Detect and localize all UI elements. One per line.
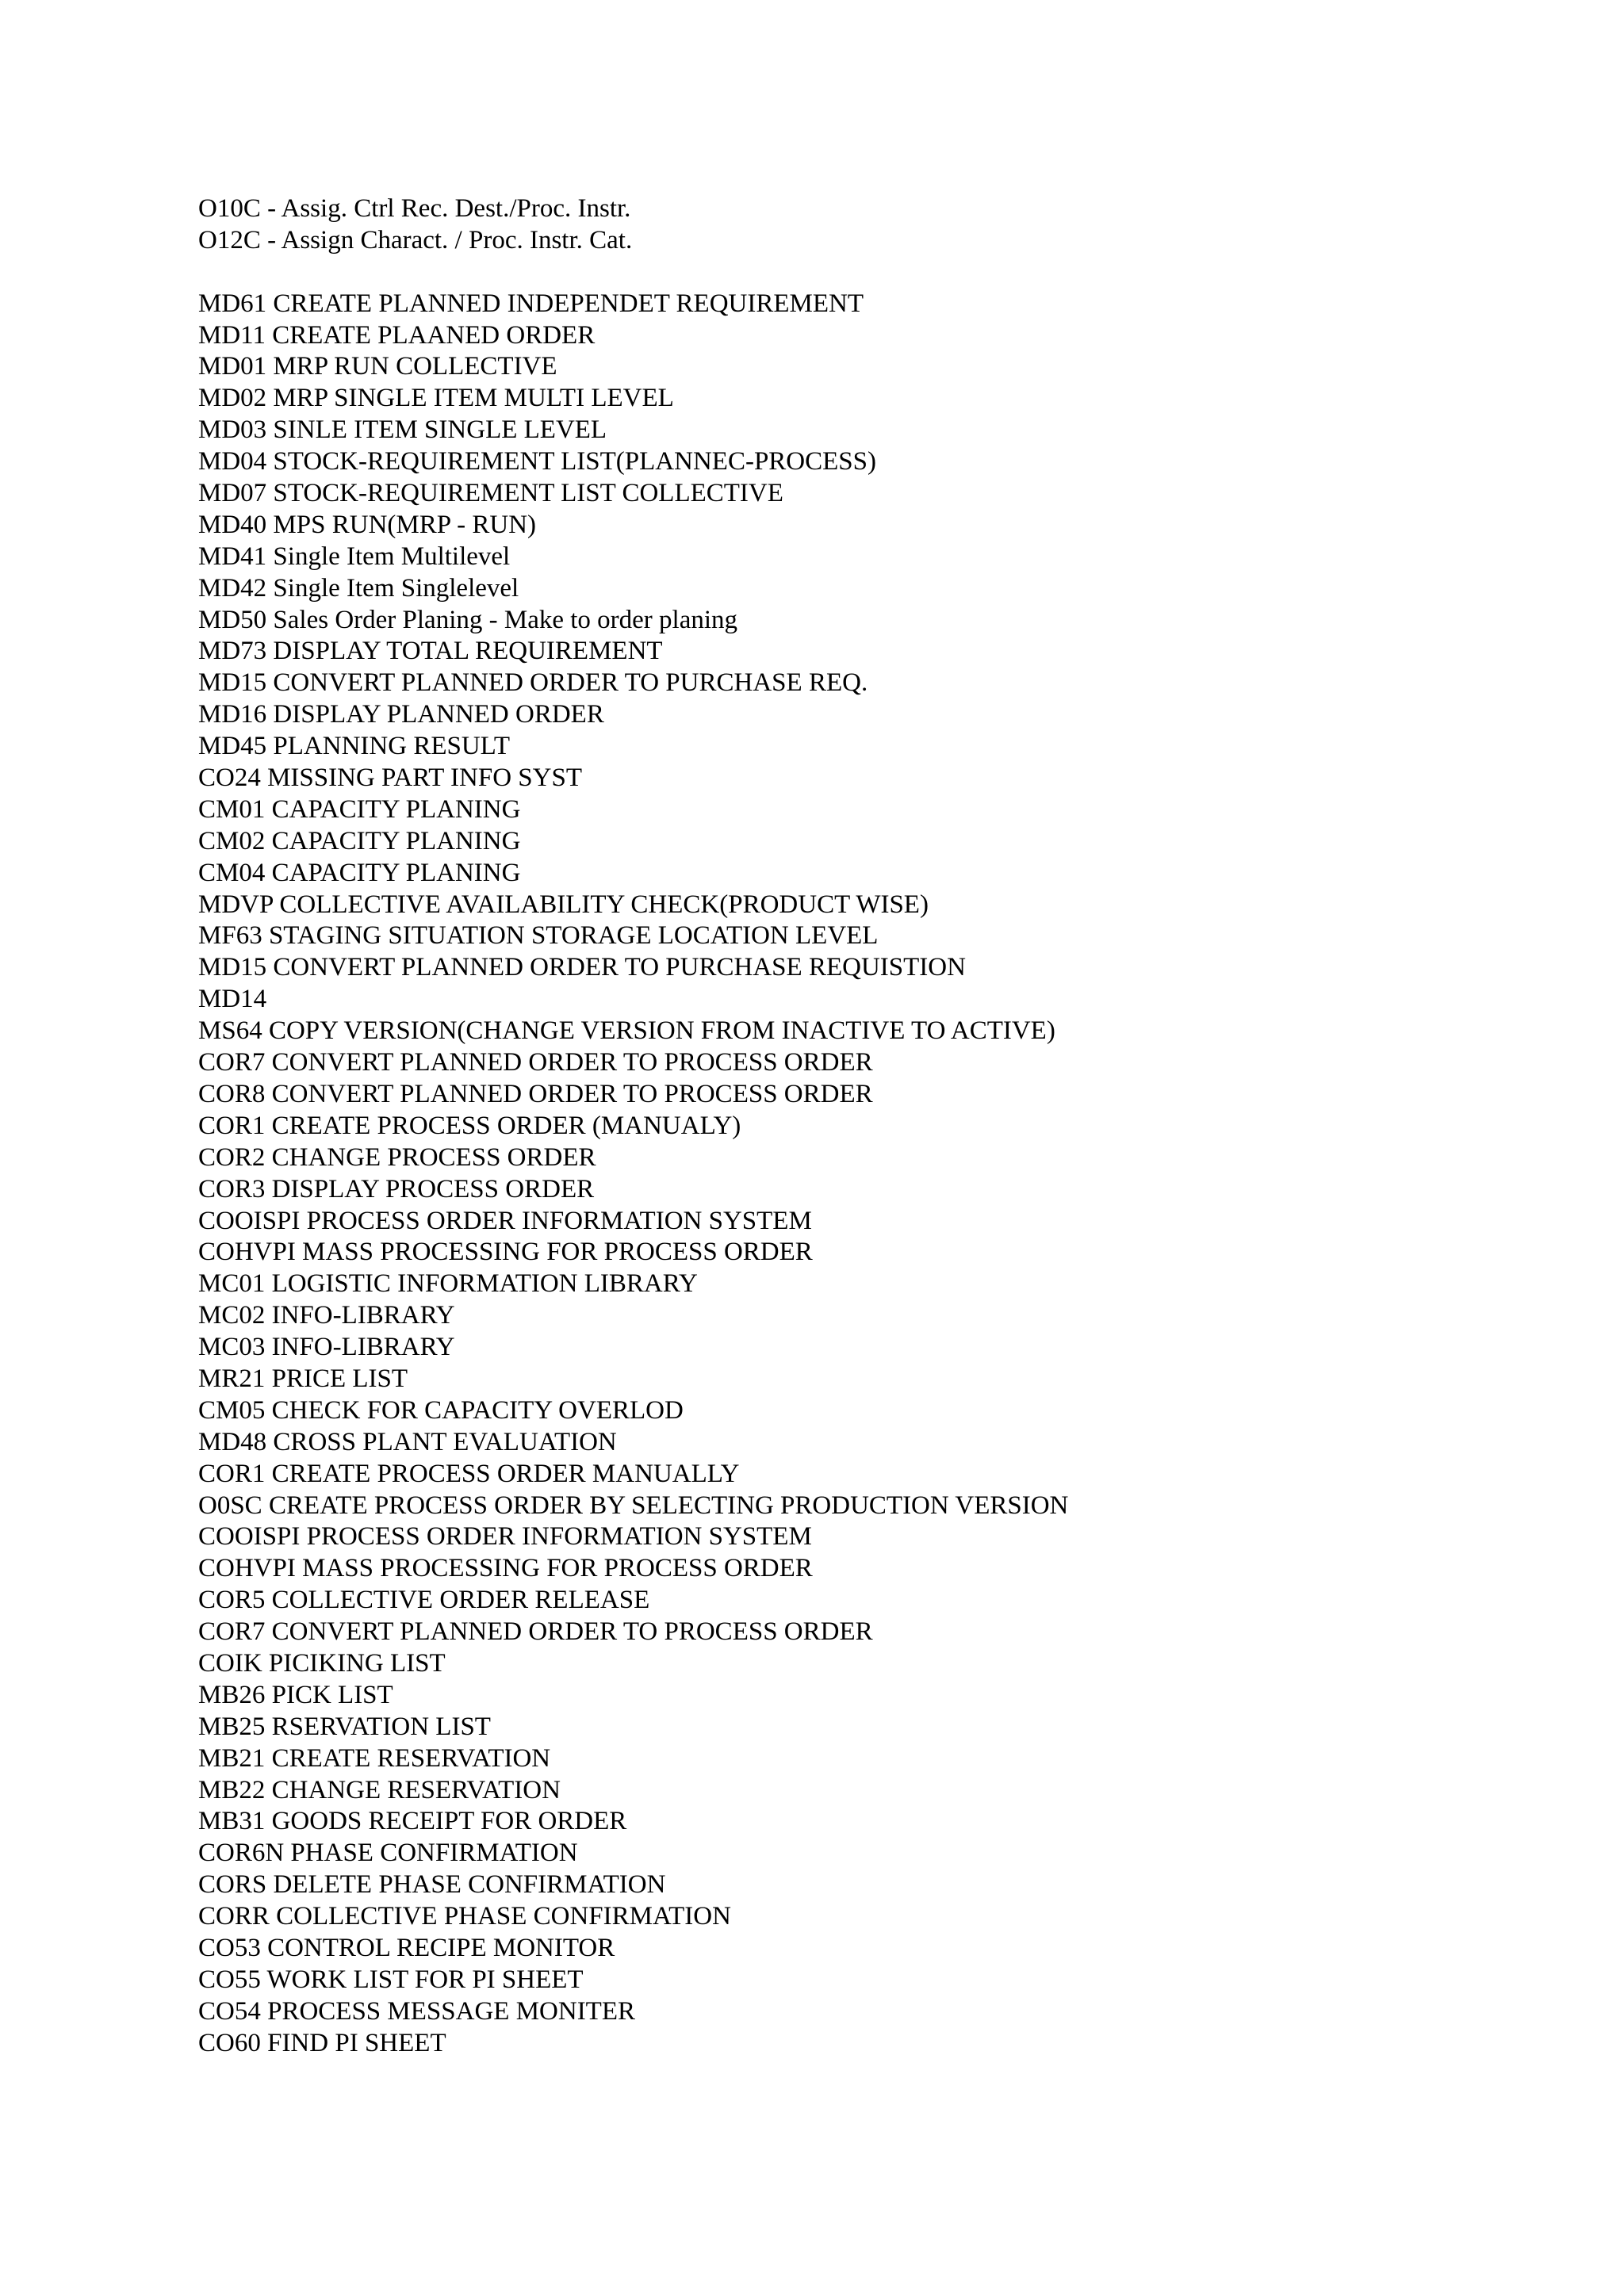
header-line: O12C - Assign Charact. / Proc. Instr. Cat.	[198, 225, 633, 254]
list-item: COR1 CREATE PROCESS ORDER MANUALLY	[198, 1459, 740, 1488]
list-item: MD01 MRP RUN COLLECTIVE	[198, 352, 557, 381]
list-item: MB31 GOODS RECEIPT FOR ORDER	[198, 1807, 627, 1836]
list-item: COR5 COLLECTIVE ORDER RELEASE	[198, 1586, 650, 1615]
list-item: MB22 CHANGE RESERVATION	[198, 1775, 561, 1804]
list-item: CM05 CHECK FOR CAPACITY OVERLOD	[198, 1395, 684, 1425]
list-item: MC02 INFO-LIBRARY	[198, 1301, 455, 1330]
list-item: CM02 CAPACITY PLANING	[198, 826, 521, 855]
document-body	[198, 193, 1546, 2060]
list-item: COR6N PHASE CONFIRMATION	[198, 1839, 578, 1868]
list-item: CO55 WORK LIST FOR PI SHEET	[198, 1965, 584, 1994]
list-item: MB25 RSERVATION LIST	[198, 1712, 491, 1741]
list-item: CM04 CAPACITY PLANING	[198, 858, 521, 887]
list-item: MD11 CREATE PLAANED ORDER	[198, 320, 596, 350]
list-item: CO60 FIND PI SHEET	[198, 2028, 446, 2057]
list-item: MDVP COLLECTIVE AVAILABILITY CHECK(PRODUCT WISE)	[198, 890, 929, 919]
list-item: MD73 DISPLAY TOTAL REQUIREMENT	[198, 637, 663, 666]
list-item: MD07 STOCK-REQUIREMENT LIST COLLECTIVE	[198, 479, 783, 508]
list-item: MD15 CONVERT PLANNED ORDER TO PURCHASE REQ.	[198, 668, 868, 698]
list-item: COR3 DISPLAY PROCESS ORDER	[198, 1174, 595, 1203]
header-line: O10C - Assig. Ctrl Rec. Dest./Proc. Instr.	[198, 194, 631, 223]
transaction-code-list	[198, 289, 1546, 2060]
list-item: MD61 CREATE PLANNED INDEPENDET REQUIREMENT	[198, 289, 864, 318]
list-item: MD48 CROSS PLANT EVALUATION	[198, 1427, 617, 1456]
list-item: COR1 CREATE PROCESS ORDER (MANUALY)	[198, 1111, 741, 1140]
list-item: COOISPI PROCESS ORDER INFORMATION SYSTEM	[198, 1206, 812, 1235]
list-item: MF63 STAGING SITUATION STORAGE LOCATION LEVEL	[198, 921, 879, 951]
list-item: MC03 INFO-LIBRARY	[198, 1333, 455, 1362]
list-item: COR7 CONVERT PLANNED ORDER TO PROCESS ORDER	[198, 1048, 873, 1077]
list-item: MB26 PICK LIST	[198, 1680, 393, 1709]
list-item: MD40 MPS RUN(MRP - RUN)	[198, 510, 537, 539]
list-item: MR21 PRICE LIST	[198, 1364, 408, 1393]
list-item: MD45 PLANNING RESULT	[198, 732, 510, 761]
list-item: COR2 CHANGE PROCESS ORDER	[198, 1142, 596, 1172]
list-item: MD41 Single Item Multilevel	[198, 541, 511, 571]
list-item: COR8 CONVERT PLANNED ORDER TO PROCESS ORDER	[198, 1079, 873, 1108]
list-item: COOISPI PROCESS ORDER INFORMATION SYSTEM	[198, 1522, 812, 1552]
list-item: MD03 SINLE ITEM SINGLE LEVEL	[198, 415, 607, 445]
list-item: MC01 LOGISTIC INFORMATION LIBRARY	[198, 1269, 698, 1299]
paragraph-gap	[198, 257, 1546, 289]
list-item: MS64 COPY VERSION(CHANGE VERSION FROM INACTIVE TO ACTIVE)	[198, 1016, 1055, 1046]
list-item: MD16 DISPLAY PLANNED ORDER	[198, 700, 604, 729]
list-item: O0SC CREATE PROCESS ORDER BY SELECTING PRODUCTION VERSION	[198, 1490, 1069, 1520]
list-item: CM01 CAPACITY PLANING	[198, 794, 521, 824]
list-item: CO54 PROCESS MESSAGE MONITER	[198, 1996, 636, 2026]
list-item: MD50 Sales Order Planing - Make to order planing	[198, 605, 738, 634]
list-item: COR7 CONVERT PLANNED ORDER TO PROCESS ORDER	[198, 1617, 873, 1647]
list-item: MD15 CONVERT PLANNED ORDER TO PURCHASE REQUISTION	[198, 953, 966, 982]
list-item: COHVPI MASS PROCESSING FOR PROCESS ORDER	[198, 1554, 813, 1583]
list-item: CO53 CONTROL RECIPE MONITOR	[198, 1933, 615, 1962]
list-item: MD42 Single Item Singlelevel	[198, 573, 519, 603]
list-item: MD02 MRP SINGLE ITEM MULTI LEVEL	[198, 384, 674, 413]
list-item: COHVPI MASS PROCESSING FOR PROCESS ORDER	[198, 1238, 813, 1267]
list-item: CORR COLLECTIVE PHASE CONFIRMATION	[198, 1902, 731, 1931]
list-item: CO24 MISSING PART INFO SYST	[198, 763, 582, 793]
list-item: MB21 CREATE RESERVATION	[198, 1743, 551, 1773]
list-item: CORS DELETE PHASE CONFIRMATION	[198, 1870, 666, 1900]
list-item: MD04 STOCK-REQUIREMENT LIST(PLANNEC-PROCESS)	[198, 447, 877, 476]
list-item: COIK PICIKING LIST	[198, 1648, 446, 1678]
list-item: MD14	[198, 985, 267, 1014]
